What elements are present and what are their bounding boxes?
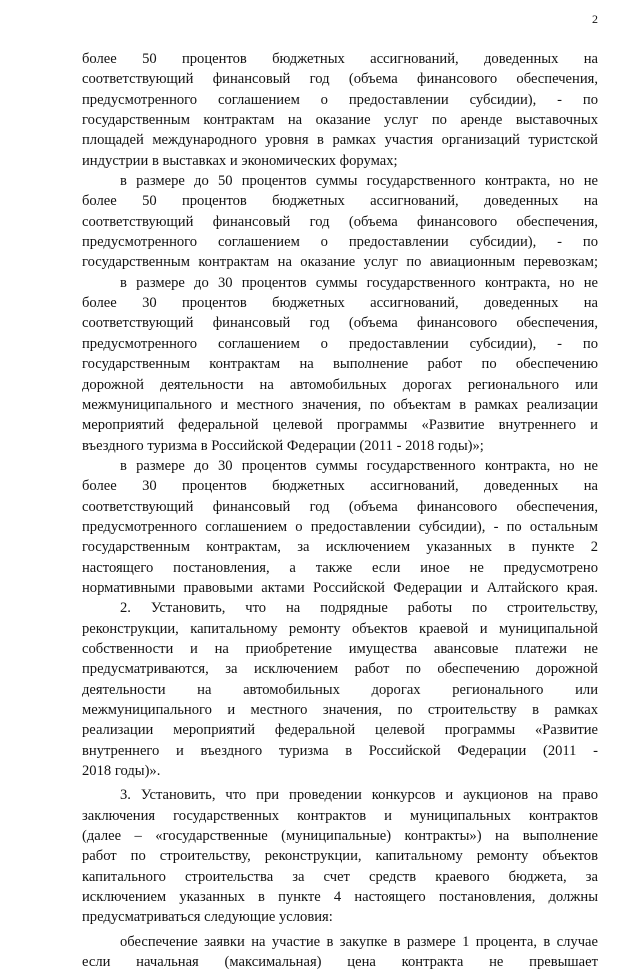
- text-line: деятельности на автомобильных дорогах регионального или: [82, 681, 598, 698]
- text-line: предусмотренного соглашением о предоставлении субсидии), - по остальным: [82, 518, 598, 535]
- text-line: площадей международного уровня в рамках участия организаций туристской: [82, 132, 598, 149]
- text-line: капитального строительства за счет средств краевого бюджета, за: [82, 868, 598, 885]
- text-line: (далее – «государственные (муниципальные) контракты») на выполнение: [82, 828, 598, 845]
- text-line: 3. Установить, что при проведении конкурсов и аукционов на право: [120, 787, 598, 804]
- text-line: в размере до 30 процентов суммы государственного контракта, но не: [120, 274, 598, 291]
- text-line: дорожной деятельности на автомобильных дорогах регионального или: [82, 376, 598, 393]
- text-line: въездного туризма в Российской Федерации (2011 - 2018 годы)»;: [82, 437, 484, 454]
- text-line: более 50 процентов бюджетных ассигнований, доведенных на: [82, 193, 598, 210]
- page-number: 2: [592, 12, 598, 26]
- text-line: соответствующий финансовый год (объема финансового обеспечения,: [82, 315, 598, 332]
- text-line: в размере до 30 процентов суммы государственного контракта, но не: [120, 457, 598, 474]
- text-line: нормативными правовыми актами Российской Федерации и Алтайского края.: [82, 579, 598, 596]
- text-line: реконструкции, капитальному ремонту объектов краевой и муниципальной: [82, 620, 598, 637]
- text-line: межмуниципального и местного значения, по объектам в рамках реализации: [82, 396, 598, 413]
- text-line: государственным контрактам на оказание услуг по аренде выставочных: [82, 112, 598, 129]
- text-line: обеспечение заявки на участие в закупке в размере 1 процента, в случае: [120, 933, 598, 950]
- text-line: реализации мероприятий федеральной целевой программы «Развитие: [82, 722, 598, 739]
- text-line: исключением указанных в пункте 4 настоящего постановления, должны: [82, 889, 598, 906]
- text-line: более 30 процентов бюджетных ассигнований, доведенных на: [82, 295, 598, 312]
- text-line: собственности и на приобретение имущества авансовые платежи не: [82, 640, 598, 657]
- text-line: предусматриваться следующие условия:: [82, 909, 333, 926]
- text-line: работ по строительству, реконструкции, капитальному ремонту объектов: [82, 848, 598, 865]
- text-line: предусмотренного соглашением о предоставлении субсидии), - по: [82, 91, 598, 108]
- text-line: более 50 процентов бюджетных ассигнований, доведенных на: [82, 51, 598, 67]
- text-line: предусмотренного соглашением о предоставлении субсидии), - по: [82, 335, 598, 352]
- text-line: мероприятий федеральной целевой программы «Развитие внутреннего и: [82, 417, 598, 434]
- text-line: государственным контрактам на оказание услуг по авиационным перевозкам;: [82, 254, 598, 271]
- text-line: государственным контрактам на выполнение работ по обеспечению: [82, 356, 598, 373]
- text-line: предусмотренного соглашением о предоставлении субсидии), - по: [82, 234, 598, 251]
- text-line: в размере до 50 процентов суммы государственного контракта, но не: [120, 173, 598, 190]
- text-line: соответствующий финансовый год (объема финансового обеспечения,: [82, 498, 598, 515]
- text-line: более 30 процентов бюджетных ассигнований, доведенных на: [82, 478, 598, 495]
- text-line: заключения государственных контрактов и муниципальных контрактов: [82, 807, 598, 824]
- text-line: внутреннего и въездного туризма в Российской Федерации (2011 -: [82, 742, 598, 759]
- text-line: предусматриваются, за исключением работ по обеспечению дорожной: [82, 661, 598, 678]
- text-line: межмуниципального и местного значения, по строительству в рамках: [82, 702, 598, 718]
- text-line: государственным контрактам, за исключением указанных в пункте 2: [82, 539, 598, 556]
- text-line: 2. Установить, что на подрядные работы по строительству,: [120, 600, 598, 617]
- document-body: [82, 49, 598, 972]
- text-line: соответствующий финансовый год (объема финансового обеспечения,: [82, 71, 598, 88]
- text-line: если начальная (максимальная) цена контракта не превышает: [82, 954, 598, 971]
- text-line: соответствующий финансовый год (объема финансового обеспечения,: [82, 213, 598, 230]
- text-line: 2018 годы)».: [82, 763, 161, 780]
- text-line: настоящего постановления, а также если иное не предусмотрено: [82, 559, 598, 576]
- text-line: индустрии в выставках и экономических форумах;: [82, 152, 398, 169]
